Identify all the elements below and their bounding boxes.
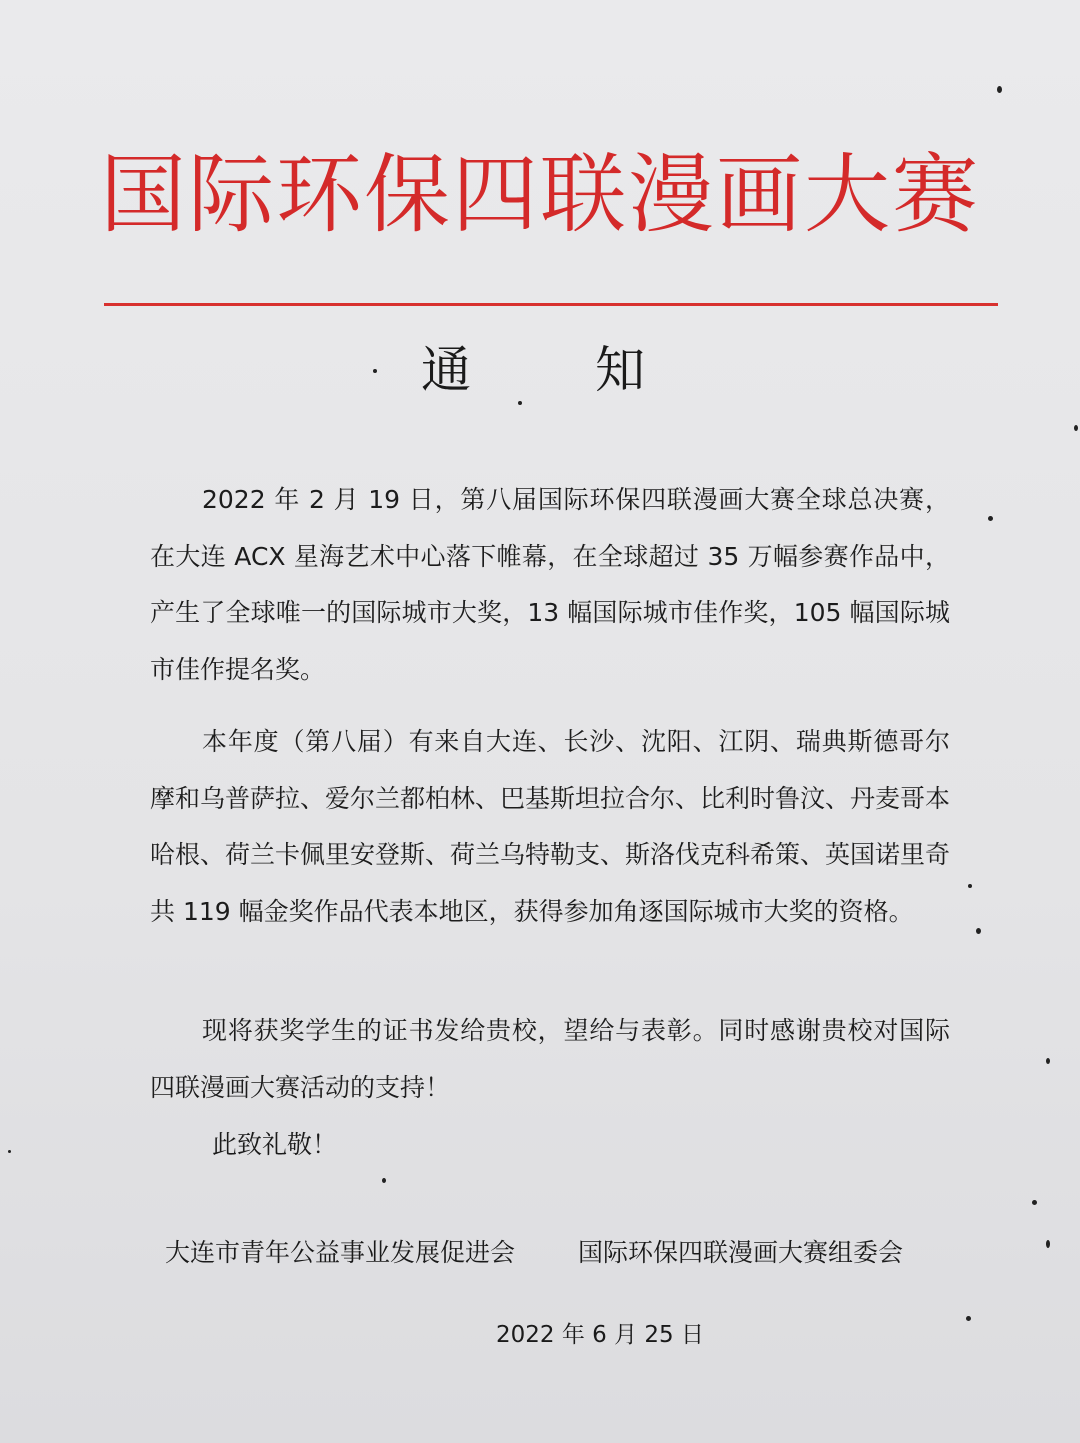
paragraph-1-text: 2022 年 2 月 19 日，第八届国际环保四联漫画大赛全球总决赛，在大连 ACX 星海艺术中心落下帷幕，在全球超过 35 万幅参赛作品中，产生了全球唯一的国际城市大奖，13 幅国际城市佳作奖，105 幅国际城市佳作提名奖。 [150,485,950,684]
notice-title: 通 知 [421,341,699,399]
scan-speck [976,928,981,934]
signature-date: 2022 年 6 月 25 日 [496,1322,704,1348]
scan-speck [1032,1200,1037,1205]
scan-speck [8,1150,11,1153]
letterhead-red-rule [104,303,998,306]
letterhead-title: 国际环保四联漫画大赛 [100,145,980,245]
scan-speck [966,1316,971,1321]
scan-speck [1074,425,1078,431]
body-paragraph-3 [150,1003,950,1116]
signature-org-left: 大连市青年公益事业发展促进会 [165,1238,516,1267]
body-paragraph-1 [150,472,950,698]
scan-speck [518,401,522,405]
signature-org-right: 国际环保四联漫画大赛组委会 [578,1238,904,1267]
paragraph-2-text: 本年度（第八届）有来自大连、长沙、沈阳、江阴、瑞典斯德哥尔摩和乌普萨拉、爱尔兰都柏林、巴基斯坦拉合尔、比利时鲁汶、丹麦哥本哈根、荷兰卡佩里安登斯、荷兰乌特勒支、斯洛伐克科希策、英国诺里奇共 119 幅金奖作品代表本地区，获得参加角逐国际城市大奖的资格。 [150,727,951,926]
scan-speck [997,86,1002,93]
body-paragraph-2 [150,714,950,940]
scan-speck [373,369,377,373]
scan-speck [1046,1240,1050,1248]
scan-speck [968,884,972,888]
scan-speck [1046,1058,1050,1064]
scan-speck [988,516,993,521]
closing-salutation: 此致礼敬！ [212,1130,338,1159]
scan-speck [382,1178,386,1183]
paragraph-3-text: 现将获奖学生的证书发给贵校，望给与表彰。同时感谢贵校对国际四联漫画大赛活动的支持！ [150,1016,950,1102]
